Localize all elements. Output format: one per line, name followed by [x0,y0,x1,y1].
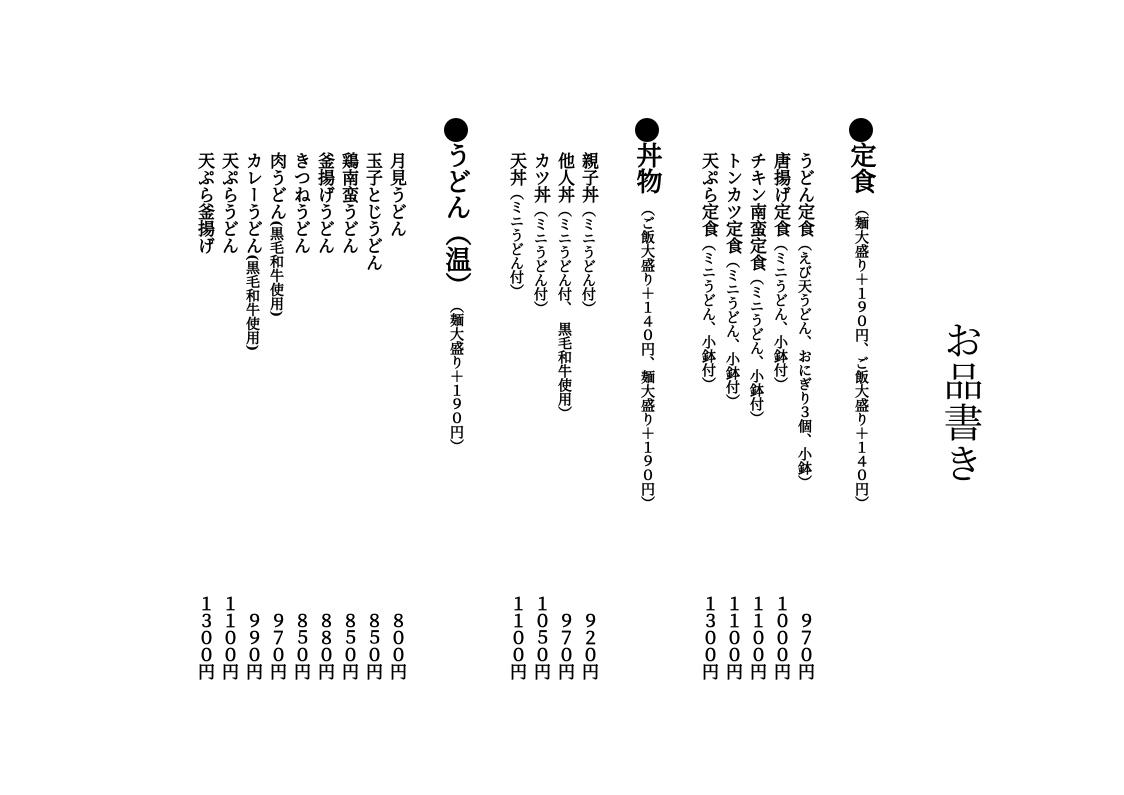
menu-item: 天丼（ミニうどん付） [506,152,526,298]
item-price: ８５０円 [362,612,382,680]
item-price: ９７０円 [554,612,574,680]
item-price: ９９０円 [242,612,262,680]
section-heading-donburi: 丼物（ご飯大盛り＋１４０円、麺大盛り＋１９０円） [634,118,660,510]
item-price: ８００円 [386,612,406,680]
item-price: １３００円 [698,595,718,680]
menu-item: カツ丼（ミニうどん付） [530,152,550,315]
item-price: １０００円 [770,595,790,680]
bullet-dot-icon [635,118,659,142]
menu-item: 玉子とじうどん [362,152,382,271]
menu-item: 天ぷらうどん [218,152,238,254]
item-price: ９２０円 [578,612,598,680]
bullet-dot-icon [849,118,873,142]
menu-item: 天ぷら釜揚げ [194,152,214,254]
item-price: ９７０円 [794,612,814,680]
menu-item: 唐揚げ定食（ミニうどん、小鉢付） [770,152,790,391]
menu-item: 月見うどん [386,152,406,237]
menu-item: 親子丼（ミニうどん付） [578,152,598,315]
menu-item: チキン南蛮定食（ミニうどん、小鉢付） [746,152,766,425]
bullet-dot-icon [444,118,468,142]
menu-item: うどん定食（えび天うどん、おにぎり３個、小鉢） [794,152,814,489]
menu-item: 鶏南蛮うどん [338,152,358,254]
item-price: １０５０円 [530,595,550,680]
item-price: ９７０円 [266,612,286,680]
item-price: ８８０円 [314,612,334,680]
item-price: １１００円 [746,595,766,680]
menu-item: 他人丼（ミニうどん付、 黒毛和牛使用） [554,152,574,420]
item-price: １１００円 [722,595,742,680]
menu-item: 肉うどん(黒毛和牛使用) [266,152,286,318]
item-price: １３００円 [194,595,214,680]
menu-item: きつねうどん [290,152,310,254]
section-heading-teishoku: 定食（麺大盛り＋１９０円、ご飯大盛り＋１４０円） [848,118,874,510]
item-price: ８５０円 [338,612,358,680]
item-price: ８５０円 [290,612,310,680]
menu-item: カレーうどん(黒毛和牛使用) [242,152,262,352]
menu-title: お品書き [937,320,983,484]
menu-item: 釜揚げうどん [314,152,334,254]
section-heading-udon: うどん（温）（麺大盛り＋１９０円） [443,118,469,453]
item-price: １１００円 [506,595,526,680]
menu-item: トンカツ定食（ミニうどん、小鉢付） [722,152,742,408]
menu-item: 天ぷら定食（ミニうどん、小鉢付） [698,152,718,391]
item-price: １１００円 [218,595,238,680]
